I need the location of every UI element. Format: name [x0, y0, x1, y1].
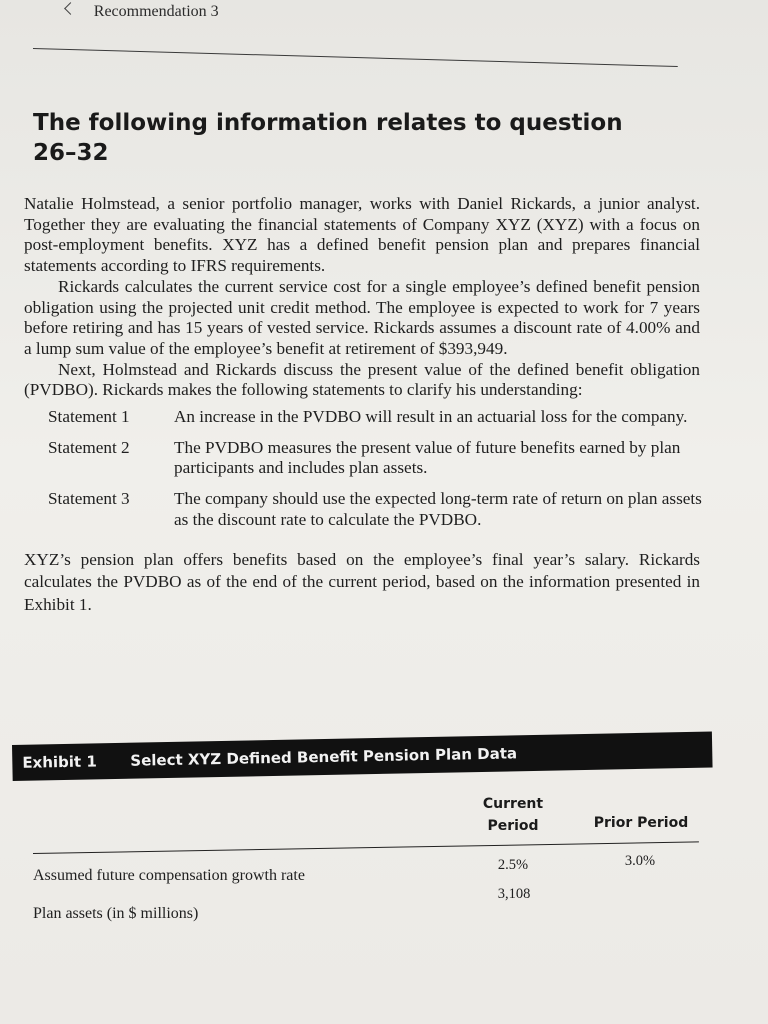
statement-item	[48, 438, 708, 479]
header-divider	[33, 48, 678, 67]
exhibit-title-bar	[12, 732, 713, 781]
statement-text: An increase in the PVDBO will result in an actuarial loss for the company.	[174, 407, 688, 427]
exhibit-title: Select XYZ Defined Benefit Pension Plan Data	[130, 744, 518, 770]
statement-item	[48, 489, 708, 530]
statement-label: Statement 3	[48, 489, 130, 509]
question-body	[24, 194, 700, 616]
statement-label: Statement 1	[48, 407, 130, 427]
column-header-current	[468, 793, 558, 837]
table-row-label: Assumed future compensation growth rate	[33, 867, 305, 884]
statement-list	[48, 407, 708, 531]
exhibit-number: Exhibit 1	[22, 752, 97, 772]
paragraph-3: Next, Holmstead and Rickards discuss the present value of the defined benefit obligation (PVDBO). Rickards makes the following statements to clarify his understanding:	[24, 359, 700, 400]
table-cell-prior: 3.0%	[624, 853, 656, 869]
column-header-current-line1: Current	[482, 796, 544, 812]
statement-text: The PVDBO measures the present value of future benefits earned by plan participants and includes plan assets.	[174, 437, 681, 478]
statement-item	[48, 407, 708, 428]
paragraph-1: Natalie Holmstead, a senior portfolio manager, works with Daniel Rickards, a junior analyst. Together they are evaluating the financial statements of Company XYZ (XYZ) with a focus on post-employment benefits. XYZ has a defined benefit pension plan and prepares financial statements according to IFRS requirements.	[24, 194, 700, 276]
column-header-current-line2: Period	[487, 818, 539, 834]
statement-label: Statement 2	[48, 437, 130, 457]
statement-text: The company should use the expected long-term rate of return on plan assets as the discount rate to calculate the PVDBO.	[174, 489, 702, 529]
section-header-label: Recommendation 3	[93, 3, 219, 20]
closing-paragraph: XYZ’s pension plan offers benefits based on the employee’s final year’s salary. Rickards calculates the PVDBO as of the end of the current period, based on the information presented in Exhibit 1.	[24, 549, 700, 614]
chevron-left-icon	[64, 2, 77, 15]
question-heading: The following information relates to question 26–32	[33, 110, 623, 166]
table-cell-current: 3,108	[497, 886, 531, 902]
paragraph-2: Rickards calculates the current service cost for a single employee’s defined benefit pension obligation using the projected unit credit method. The employee is expected to work for 7 years before retiring and has 15 years of vested service. Rickards assumes a discount rate of 4.00% and a lump sum value of the employee’s benefit at retirement of $393,949.	[24, 276, 700, 358]
table-row-label: Plan assets (in $ millions)	[33, 905, 199, 922]
section-header	[66, 2, 219, 21]
table-cell-current: 2.5%	[497, 857, 529, 873]
column-header-prior: Prior Period	[593, 815, 689, 831]
